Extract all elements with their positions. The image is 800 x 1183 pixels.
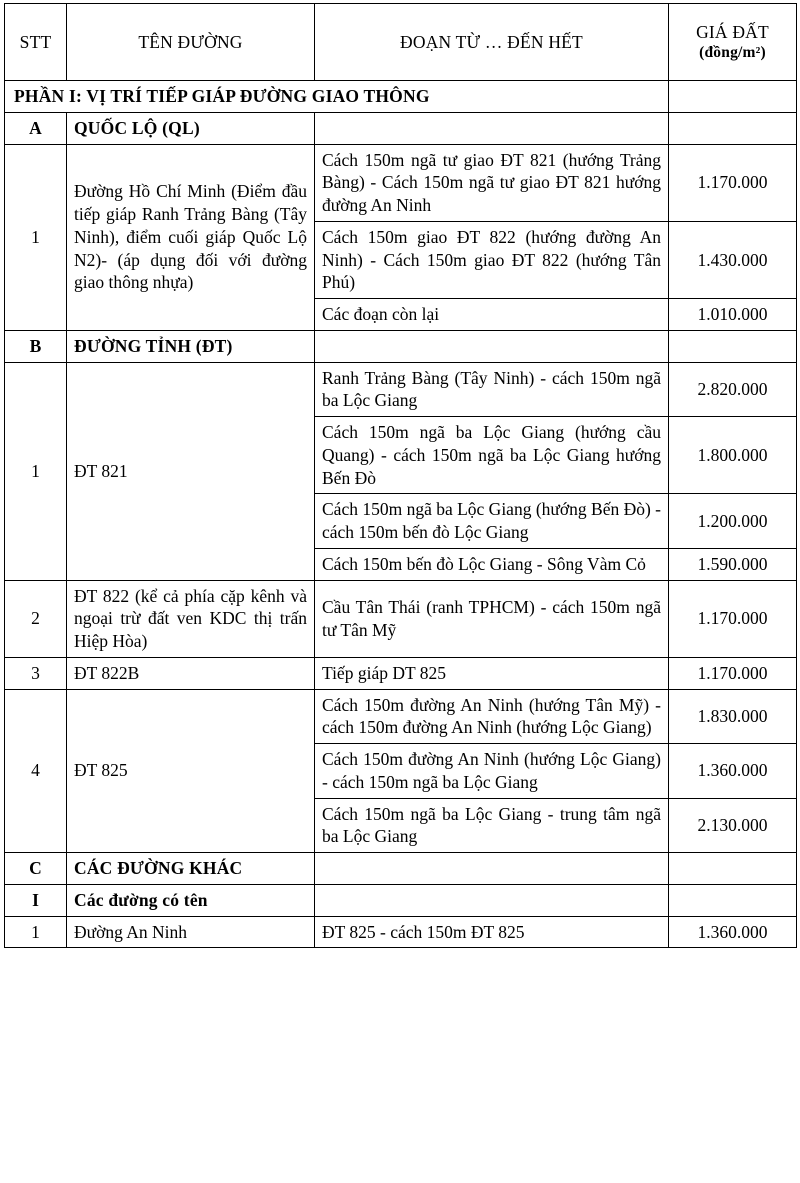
section-i-segment-empty	[315, 884, 669, 916]
row-dt825-segment-2: Cách 150m đường An Ninh (hướng Lộc Giang) - cách 150m ngã ba Lộc Giang	[315, 744, 669, 799]
section-a-segment-empty	[315, 112, 669, 144]
row-dt822b-price-1: 1.170.000	[669, 657, 797, 689]
row-hcm-price-3: 1.010.000	[669, 299, 797, 331]
column-header-price	[669, 4, 797, 81]
row-dt825-price-3: 2.130.000	[669, 798, 797, 853]
row-dt821-price-1: 2.820.000	[669, 362, 797, 417]
column-header-stt: STT	[5, 4, 67, 81]
row-dt825-segment-3: Cách 150m ngã ba Lộc Giang - trung tâm ngã ba Lộc Giang	[315, 798, 669, 853]
row-dt821-price-3: 1.200.000	[669, 494, 797, 549]
table-row-section-b	[5, 330, 797, 362]
row-anninh-segment-1: ĐT 825 - cách 150m ĐT 825	[315, 916, 669, 948]
part-price-empty	[669, 81, 797, 113]
header-row	[5, 4, 797, 81]
row-dt821-segment-3: Cách 150m ngã ba Lộc Giang (hướng Bến Đò) - cách 150m bến đò Lộc Giang	[315, 494, 669, 549]
row-dt822b-segment-1: Tiếp giáp DT 825	[315, 657, 669, 689]
section-a-price-empty	[669, 112, 797, 144]
row-dt821-price-4: 1.590.000	[669, 548, 797, 580]
section-a-title: QUỐC LỘ (QL)	[67, 112, 315, 144]
part-title: PHẦN I: VỊ TRÍ TIẾP GIÁP ĐƯỜNG GIAO THÔNG	[5, 81, 669, 113]
section-c-price-empty	[669, 853, 797, 885]
row-hcm-stt: 1	[5, 144, 67, 330]
table-row	[5, 689, 797, 744]
section-a-stt: A	[5, 112, 67, 144]
row-dt825-name: ĐT 825	[67, 689, 315, 853]
table-row	[5, 657, 797, 689]
section-c-segment-empty	[315, 853, 669, 885]
row-dt821-segment-2: Cách 150m ngã ba Lộc Giang (hướng cầu Quang) - cách 150m ngã ba Lộc Giang hướng Bến Đò	[315, 417, 669, 494]
row-dt822-name: ĐT 822 (kể cả phía cặp kênh và ngoại trừ đất ven KDC thị trấn Hiệp Hòa)	[67, 580, 315, 657]
table-row	[5, 362, 797, 417]
table-row	[5, 144, 797, 221]
row-hcm-segment-3: Các đoạn còn lại	[315, 299, 669, 331]
table-row	[5, 916, 797, 948]
column-header-road-name: TÊN ĐƯỜNG	[67, 4, 315, 81]
row-dt822-price-1: 1.170.000	[669, 580, 797, 657]
column-header-price-main: GIÁ ĐẤT	[696, 21, 769, 42]
row-dt822-segment-1: Cầu Tân Thái (ranh TPHCM) - cách 150m ngã tư Tân Mỹ	[315, 580, 669, 657]
section-b-title: ĐƯỜNG TỈNH (ĐT)	[67, 330, 315, 362]
row-anninh-name: Đường An Ninh	[67, 916, 315, 948]
row-dt825-stt: 4	[5, 689, 67, 853]
table-row-section-a	[5, 112, 797, 144]
table-row	[5, 580, 797, 657]
section-c-title: CÁC ĐƯỜNG KHÁC	[67, 853, 315, 885]
section-i-title: Các đường có tên	[67, 884, 315, 916]
row-dt821-price-2: 1.800.000	[669, 417, 797, 494]
table-body	[5, 81, 797, 948]
section-b-price-empty	[669, 330, 797, 362]
row-dt822b-name: ĐT 822B	[67, 657, 315, 689]
row-dt822-stt: 2	[5, 580, 67, 657]
table-row-section-c	[5, 853, 797, 885]
row-dt822b-stt: 3	[5, 657, 67, 689]
row-anninh-price-1: 1.360.000	[669, 916, 797, 948]
section-c-stt: C	[5, 853, 67, 885]
section-b-segment-empty	[315, 330, 669, 362]
row-hcm-segment-1: Cách 150m ngã tư giao ĐT 821 (hướng Trảng Bàng) - Cách 150m ngã tư giao ĐT 821 hướng đường An Ninh	[315, 144, 669, 221]
land-price-table	[4, 3, 797, 948]
row-hcm-name: Đường Hồ Chí Minh (Điểm đầu tiếp giáp Ranh Trảng Bàng (Tây Ninh), điểm cuối giáp Quốc Lộ N2)- (áp dụng đối với đường giao thông nhựa)	[67, 144, 315, 330]
table-row-part-heading	[5, 81, 797, 113]
section-b-stt: B	[5, 330, 67, 362]
row-dt825-segment-1: Cách 150m đường An Ninh (hướng Tân Mỹ) - cách 150m đường An Ninh (hướng Lộc Giang)	[315, 689, 669, 744]
column-header-price-unit: (đồng/m²)	[699, 44, 766, 62]
row-hcm-segment-2: Cách 150m giao ĐT 822 (hướng đường An Ninh) - Cách 150m giao ĐT 822 (hướng Tân Phú)	[315, 221, 669, 298]
row-dt821-name: ĐT 821	[67, 362, 315, 580]
table-header	[5, 4, 797, 81]
column-header-segment: ĐOẠN TỪ … ĐẾN HẾT	[315, 4, 669, 81]
row-dt825-price-2: 1.360.000	[669, 744, 797, 799]
row-anninh-stt: 1	[5, 916, 67, 948]
row-dt821-segment-1: Ranh Trảng Bàng (Tây Ninh) - cách 150m ngã ba Lộc Giang	[315, 362, 669, 417]
row-hcm-price-1: 1.170.000	[669, 144, 797, 221]
section-i-price-empty	[669, 884, 797, 916]
table-row-section-i	[5, 884, 797, 916]
row-dt825-price-1: 1.830.000	[669, 689, 797, 744]
row-dt821-stt: 1	[5, 362, 67, 580]
row-hcm-price-2: 1.430.000	[669, 221, 797, 298]
section-i-stt: I	[5, 884, 67, 916]
row-dt821-segment-4: Cách 150m bến đò Lộc Giang - Sông Vàm Cỏ	[315, 548, 669, 580]
